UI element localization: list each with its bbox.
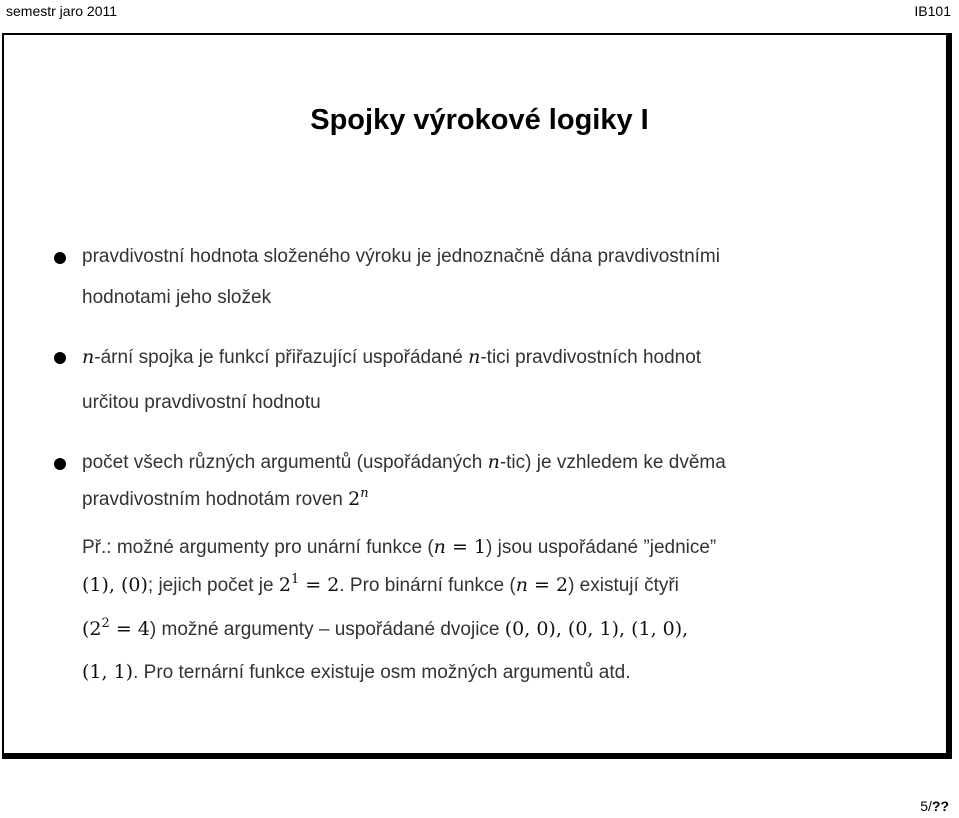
example-line-1 <box>82 536 716 559</box>
example-line-4 <box>82 661 631 684</box>
text: ) možné argumenty – uspořádané dvojice <box>149 619 505 640</box>
text: . Pro binární funkce ( <box>339 575 516 596</box>
bullet-2-line-2: určitou pravdivostní hodnotu <box>82 392 321 413</box>
page-number: 5/ <box>920 798 932 814</box>
math-eq: = 2 <box>299 574 340 596</box>
math-n: n <box>82 346 95 368</box>
example-line-3 <box>82 618 688 641</box>
bullet-3-line-1 <box>82 451 726 474</box>
text: pravdivostním hodnotám roven <box>82 489 349 510</box>
bullet-dot-3 <box>54 458 66 470</box>
bullet-dot-1 <box>54 252 66 264</box>
math-exponent: 2 <box>101 616 110 631</box>
bullet-3-line-2 <box>82 488 369 511</box>
text: ) jsou uspořádané ”jednice” <box>486 537 717 558</box>
text: -ární spojka je funkcí přiřazující uspořádané <box>94 347 469 368</box>
text: ; jejich počet je <box>147 575 279 596</box>
math-n: n <box>487 451 500 473</box>
slide-title: Spojky výrokové logiky I <box>310 104 649 136</box>
math-exponent: n <box>360 486 369 501</box>
bullet-2-line-1 <box>82 346 701 369</box>
page-total: ?? <box>931 798 949 814</box>
math-base: 2 <box>348 488 361 510</box>
text: počet všech různých argumentů (uspořádaných <box>82 452 488 473</box>
math-n: n <box>515 574 528 596</box>
text: ) existují čtyři <box>568 575 679 596</box>
bullet-1-line-2: hodnotami jeho složek <box>82 287 272 308</box>
math-exponent: 1 <box>290 572 300 587</box>
math-args: (1), (0) <box>82 574 148 596</box>
bullet-1-line-1: pravdivostní hodnota složeného výroku je jednoznačně dána pravdivostními <box>82 246 720 267</box>
math-base: (2 <box>82 618 102 640</box>
math-eq: = 4 <box>109 618 150 640</box>
math-eq: = 1 <box>445 536 487 558</box>
text: Př.: možné argumenty pro unární funkce ( <box>82 537 434 558</box>
math-base: 2 <box>278 574 291 596</box>
text: -tici pravdivostních hodnot <box>480 347 702 368</box>
math-pair: (1, 1) <box>82 661 134 683</box>
header-course-code: IB101 <box>914 3 951 19</box>
example-line-2 <box>82 574 679 597</box>
page-counter <box>920 798 949 814</box>
math-n: n <box>468 346 481 368</box>
math-eq: = 2 <box>527 574 569 596</box>
header-course-term: semestr jaro 2011 <box>6 3 118 19</box>
math-n: n <box>433 536 446 558</box>
math-pairs: (0, 0), (0, 1), (1, 0), <box>504 618 689 640</box>
text: . Pro ternární funkce existuje osm možných argumentů atd. <box>133 662 631 683</box>
bullet-dot-2 <box>54 352 66 364</box>
text: -tic) je vzhledem ke dvěma <box>499 452 726 473</box>
